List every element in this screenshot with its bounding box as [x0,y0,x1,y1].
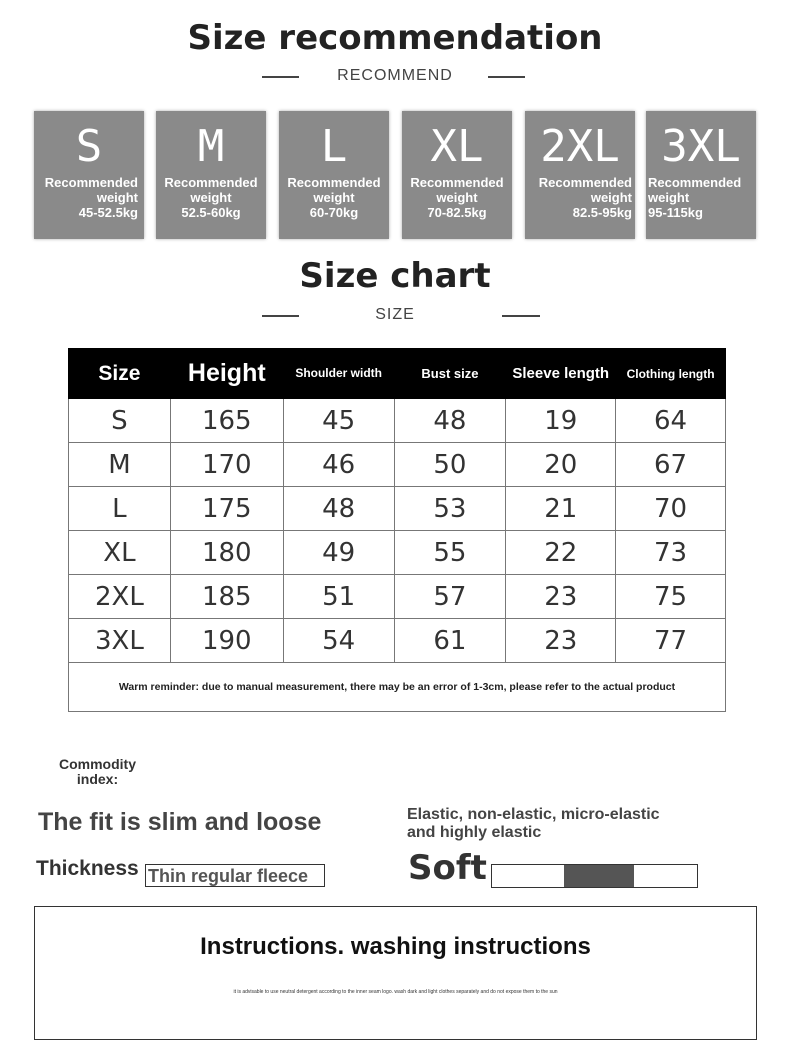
size-chart-subtitle: SIZE [375,306,415,323]
table-cell: 2XL [69,575,171,619]
table-cell: 77 [616,619,726,663]
label-line: Recommended [648,175,742,190]
column-header-sleeve: Sleeve length [506,349,616,399]
size-card-xl [402,111,512,239]
table-cell: 165 [170,399,283,443]
table-cell: 23 [506,619,616,663]
size-chart-title: Size chart [299,256,491,296]
label-line: Commodity [59,756,136,772]
table-row [69,399,726,443]
label-line: weight [590,190,632,205]
column-header-size: Size [69,349,171,399]
table-cell: 73 [616,531,726,575]
table-cell: 50 [394,443,506,487]
column-header-shoulder: Shoulder width [283,349,394,399]
table-cell: 49 [283,531,394,575]
divider [488,76,525,78]
table-row [69,531,726,575]
weight-range: 52.5-60kg [181,205,241,220]
size-card-size: M [197,121,225,172]
table-cell: L [69,487,171,531]
table-cell: 21 [506,487,616,531]
table-cell: 45 [283,399,394,443]
label-line: Recommended [287,175,381,190]
size-table [68,348,726,712]
label-line: and highly elastic [407,824,542,841]
weight-range: 82.5-95kg [572,205,632,220]
table-row [69,619,726,663]
softness-bar-fill [564,865,634,887]
recommendation-subtitle: RECOMMEND [337,67,453,84]
fit-description: The fit is slim and loose [38,808,322,836]
table-cell: 170 [170,443,283,487]
label-line: Recommended [538,175,632,190]
instructions-title: Instructions. washing instructions [200,933,591,960]
table-cell: 19 [506,399,616,443]
table-cell: 64 [616,399,726,443]
table-header-row [69,349,726,399]
table-cell: 67 [616,443,726,487]
size-card-size: 2XL [540,121,620,172]
label-line: weight [190,190,232,205]
table-cell: 175 [170,487,283,531]
size-card-2xl [525,111,635,239]
table-cell: S [69,399,171,443]
table-note-row [69,663,726,712]
table-cell: 23 [506,575,616,619]
size-card-label [279,175,389,220]
instructions-text: it is advisable to use neutral detergent according to the inner seam logo. wash dark and light clothes separately and do not expose them to the sun [233,989,558,995]
table-cell: 57 [394,575,506,619]
softness-label: Soft [408,848,487,888]
column-header-height: Height [170,349,283,399]
instructions-box [34,906,757,1040]
table-cell: XL [69,531,171,575]
column-header-length: Clothing length [616,349,726,399]
label-line: weight [436,190,478,205]
label-line: Recommended [44,175,138,190]
table-row [69,443,726,487]
weight-range: 70-82.5kg [427,205,487,220]
label-line: weight [313,190,355,205]
thickness-label: Thickness [36,857,139,880]
table-cell: 75 [616,575,726,619]
table-cell: 51 [283,575,394,619]
softness-bar [491,864,698,888]
weight-range: 45-52.5kg [78,205,138,220]
column-header-bust: Bust size [394,349,506,399]
table-cell: 61 [394,619,506,663]
table-cell: 190 [170,619,283,663]
table-row [69,487,726,531]
size-card-label [156,175,266,220]
size-card-3xl [646,111,756,239]
commodity-index-label [40,757,155,787]
table-row [69,575,726,619]
table-cell: 70 [616,487,726,531]
thickness-value: Thin regular fleece [145,864,325,887]
table-cell: M [69,443,171,487]
label-line: Recommended [164,175,258,190]
table-cell: 48 [394,399,506,443]
size-card-l [279,111,389,239]
size-card-s [34,111,144,239]
table-cell: 3XL [69,619,171,663]
size-card-size: 3XL [661,121,741,172]
label-line: Elastic, non-elastic, micro-elastic [407,806,660,823]
label-line: index: [76,771,119,787]
size-card-label [525,175,635,220]
table-cell: 185 [170,575,283,619]
size-card-size: S [75,121,103,172]
weight-range: 95-115kg [648,205,703,220]
size-card-label [402,175,512,220]
table-cell: 54 [283,619,394,663]
table-cell: 46 [283,443,394,487]
size-card-m [156,111,266,239]
label-line: weight [96,190,138,205]
table-cell: 180 [170,531,283,575]
weight-range: 60-70kg [309,205,359,220]
elasticity-options [407,806,660,842]
size-card-label [34,175,144,220]
table-cell: 53 [394,487,506,531]
size-card-size: XL [430,121,484,172]
size-card-size: L [320,121,348,172]
size-card-label [646,175,756,220]
label-line: weight [648,190,690,205]
label-line: Recommended [410,175,504,190]
measurement-note: Warm reminder: due to manual measurement, there may be an error of 1-3cm, please refer to the actual product [69,663,726,712]
table-cell: 20 [506,443,616,487]
divider [502,315,540,317]
table-cell: 55 [394,531,506,575]
table-cell: 22 [506,531,616,575]
table-cell: 48 [283,487,394,531]
recommendation-title: Size recommendation [187,18,603,58]
